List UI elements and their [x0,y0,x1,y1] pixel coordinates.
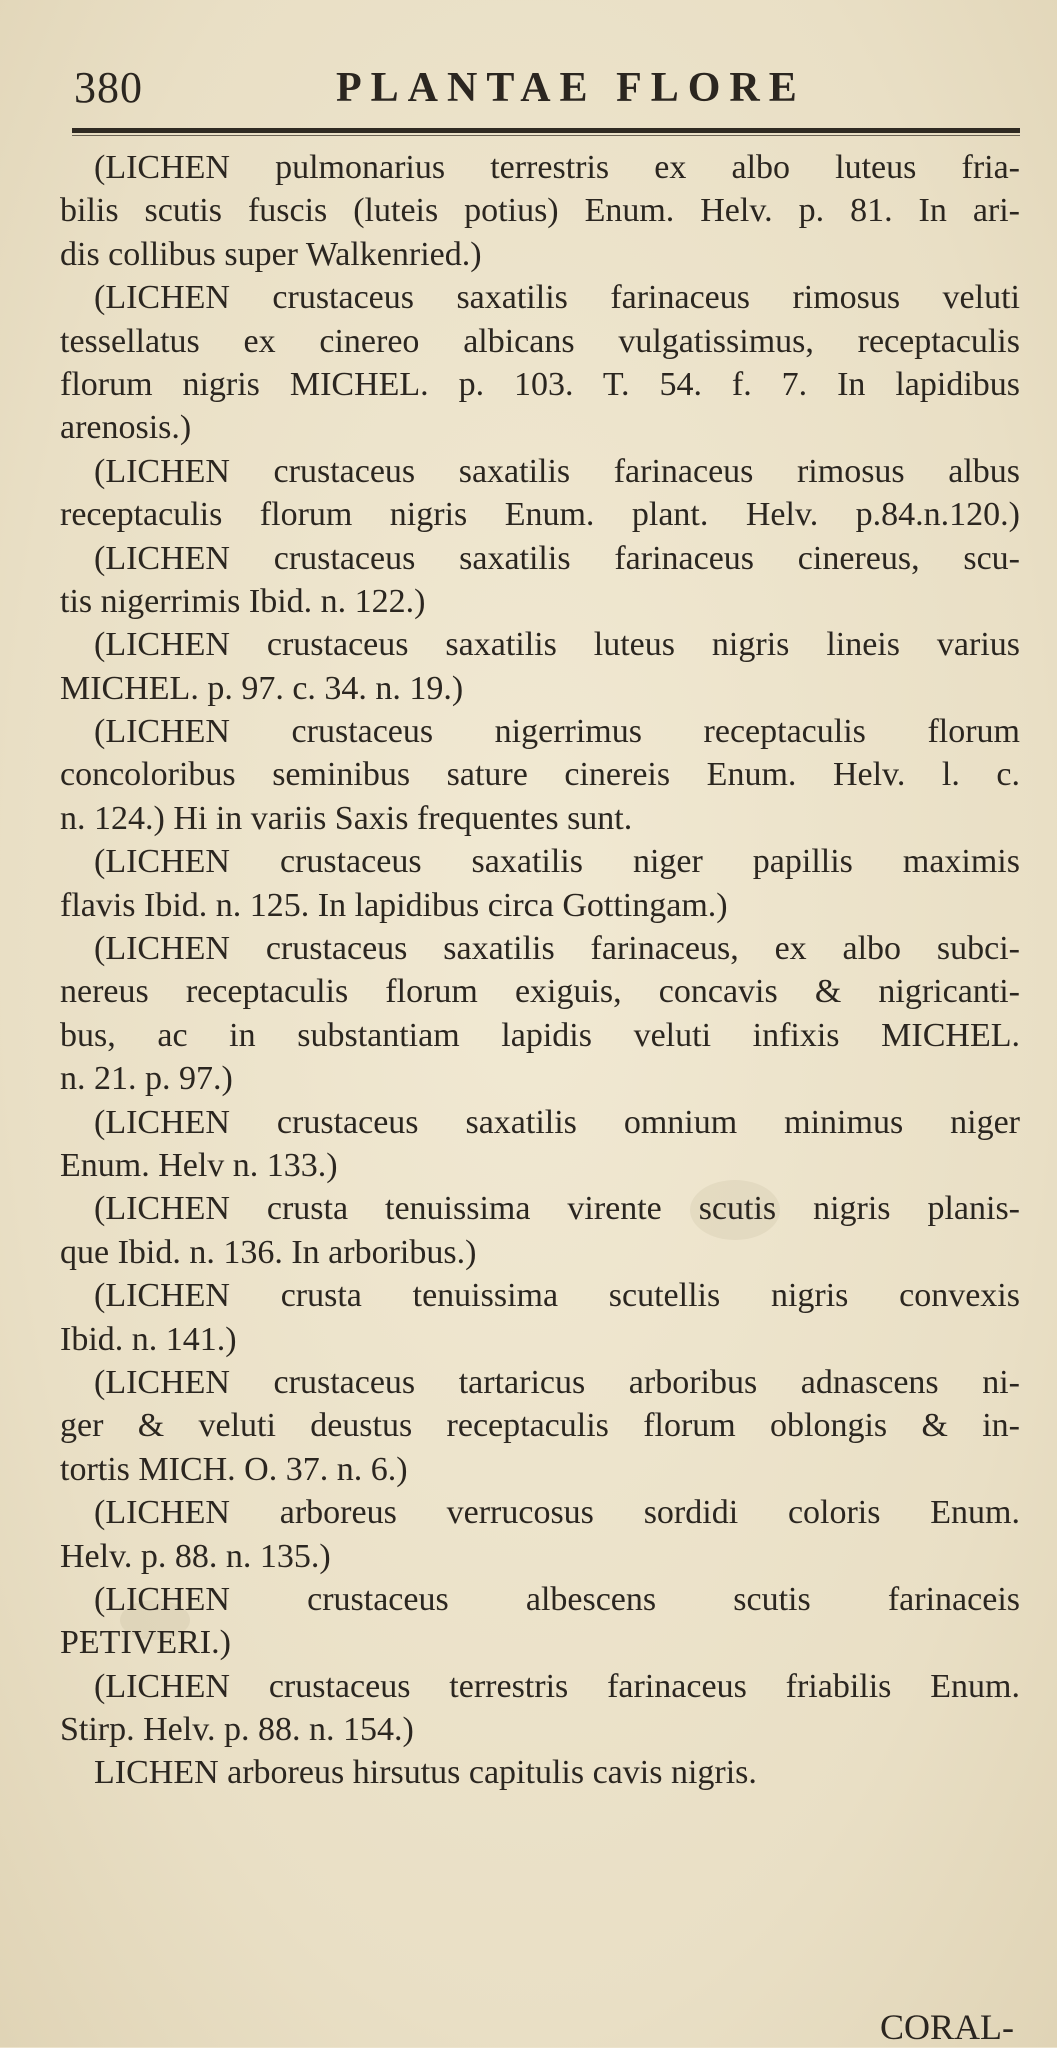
text-line: (LICHEN crustaceus tartaricus arboribus adnascens ni- [94,1363,1020,1401]
text-line: arenosis.) [60,409,192,447]
text-line: (LICHEN crusta tenuissima virente scutis nigris planis- [94,1190,1020,1228]
text-line: tis nigerrimis Ibid. n. 122.) [60,582,426,620]
text-line: concoloribus seminibus sature cinereis Enum. Helv. l. c. [60,756,1020,794]
text-line: (LICHEN pulmonarius terrestris ex albo luteus fria- [94,149,1020,186]
text-line: Ibid. n. 141.) [60,1320,237,1358]
text-line: Enum. Helv n. 133.) [60,1146,338,1184]
text-line: (LICHEN crustaceus saxatilis farinaceus rimosus veluti [94,279,1020,317]
text-line: bus, ac in substantiam lapidis veluti infixis MICHEL. [60,1016,1020,1054]
text-line: PETIVERI.) [60,1624,231,1662]
page-header [60,62,1020,122]
text-line: n. 124.) Hi in variis Saxis frequentes sunt. [60,799,633,837]
text-line: (LICHEN crustaceus albescens scutis farinaceis [94,1580,1020,1618]
text-line: nereus receptaculis florum exiguis, concavis & nigricanti- [60,973,1020,1011]
text-line: (LICHEN crustaceus terrestris farinaceus friabilis Enum. [94,1667,1020,1705]
text-line: (LICHEN crustaceus saxatilis luteus nigris lineis varius [94,626,1020,664]
page-number: 380 [74,63,143,112]
header-rule [72,128,1020,133]
text-line: Stirp. Helv. p. 88. n. 154.) [60,1711,414,1749]
text-line: dis collibus super Walkenried.) [60,235,482,273]
text-line: (LICHEN crustaceus saxatilis omnium minimus niger [94,1103,1020,1141]
text-line: Helv. p. 88. n. 135.) [60,1537,331,1575]
text-line: bilis scutis fuscis (luteis potius) Enum. Helv. p. 81. In ari- [60,192,1020,230]
text-line: flavis Ibid. n. 125. In lapidibus circa Gottingam.) [60,886,728,924]
text-line: (LICHEN crustaceus nigerrimus receptaculis florum [94,713,1020,751]
text-line: (LICHEN crustaceus saxatilis niger papillis maximis [94,843,1020,881]
text-line: (LICHEN arboreus verrucosus sordidi coloris Enum. [94,1494,1020,1532]
text-line: receptaculis florum nigris Enum. plant. Helv. p.84.n.120.) [60,496,1020,534]
text-line: (LICHEN crustaceus saxatilis farinaceus, ex albo subci- [94,930,1020,968]
catchword: CORAL- [880,2007,1014,2047]
text-line: ger & veluti deustus receptaculis florum oblongis & in- [60,1407,1020,1445]
text-body [60,146,1020,1795]
text-line: n. 21. p. 97.) [60,1060,233,1098]
text-line: tortis MICH. O. 37. n. 6.) [60,1450,408,1488]
text-line: florum nigris MICHEL. p. 103. T. 54. f. 7. In lapidibus [60,365,1020,403]
text-line: MICHEL. p. 97. c. 34. n. 19.) [60,669,464,707]
text-line: (LICHEN crustaceus saxatilis farinaceus cinereus, scu- [94,539,1020,577]
text-line: (LICHEN crustaceus saxatilis farinaceus rimosus albus [94,452,1020,490]
running-title: PLANTAE FLORE [336,65,806,111]
text-line: tessellatus ex cinereo albicans vulgatissimus, receptaculis [60,322,1020,360]
text-line: LICHEN arboreus hirsutus capitulis cavis nigris. [94,1754,757,1792]
text-line: que Ibid. n. 136. In arboribus.) [60,1233,477,1271]
text-line: (LICHEN crusta tenuissima scutellis nigris convexis [94,1277,1020,1315]
